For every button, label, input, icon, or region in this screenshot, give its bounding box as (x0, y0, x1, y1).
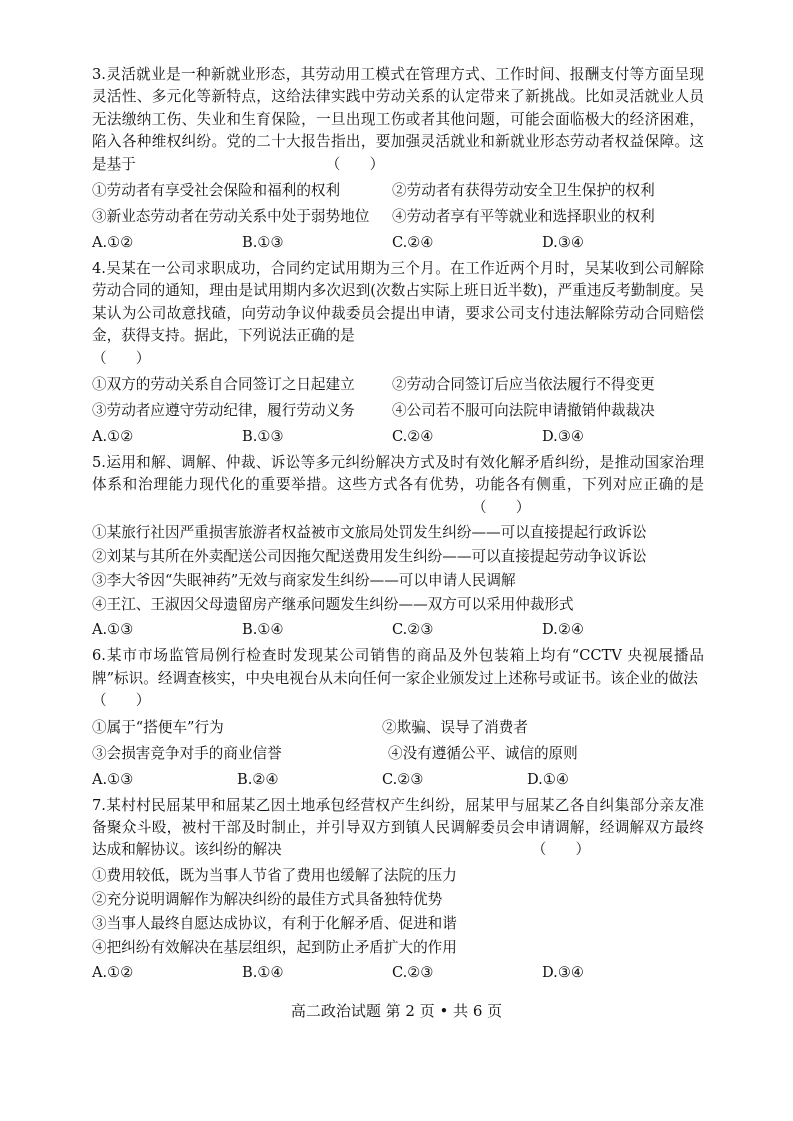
option-4: ④劳动者享有平等就业和选择职业的权利 (392, 208, 655, 226)
option-list (92, 521, 704, 617)
question-5 (92, 452, 704, 643)
question-3 (92, 64, 704, 256)
choice-a: A.①② (92, 963, 134, 981)
choice-b: B.①③ (242, 428, 284, 446)
choice-c: C.②③ (392, 621, 434, 639)
stem-text: 5.运用和解、调解、仲裁、诉讼等多元纠纷解决方式及时有效化解矛盾纠纷，是推动国家治理体系和治理能力现代化的重要举措。这些方式各有优势，功能各有侧重，下列对应正确的是 (92, 454, 704, 494)
option-2: ②刘某与其所在外卖配送公司因拖欠配送费用发生纠纷——可以直接提起劳动争议诉讼 (92, 548, 647, 566)
stem-text: 7.某村村民屈某甲和屈某乙因土地承包经营权产生纠纷，屈某甲与屈某乙各自纠集部分亲友准备聚众斗殴，被村干部及时制止，并引导双方到镇人民调解委员会申请调解，经调解双方最终达成和解协议。该纠纷的解决 (92, 796, 704, 859)
choice-d: D.②④ (542, 621, 584, 639)
question-6 (92, 645, 704, 792)
option-4: ④公司若不服可向法院申请撤销仲裁裁决 (392, 402, 655, 420)
option-2: ②劳动合同签订后应当依法履行不得变更 (392, 376, 655, 394)
choice-c: C.②④ (392, 428, 434, 446)
exam-content (92, 64, 704, 988)
option-2: ②欺骗、误导了消费者 (382, 718, 528, 736)
answer-bracket: （ ） (92, 349, 151, 367)
option-row (92, 178, 704, 204)
question-7 (92, 795, 704, 986)
choice-a: A.①③ (92, 770, 134, 788)
option-row (92, 372, 704, 398)
option-row (92, 398, 704, 424)
option-row (92, 741, 704, 767)
choice-c: C.②④ (392, 234, 434, 252)
option-3: ③会损害竞争对手的商业信誉 (92, 744, 282, 762)
question-stem (92, 258, 704, 348)
question-4 (92, 258, 704, 450)
question-stem (92, 452, 704, 519)
option-2: ②充分说明调解作为解决纠纷的最佳方式具备独特优势 (92, 890, 443, 908)
answer-choices (92, 767, 704, 793)
choice-b: B.①④ (242, 621, 284, 639)
choice-b: B.①④ (242, 963, 284, 981)
option-1: ①属于“搭便车”行为 (92, 718, 224, 736)
answer-bracket: （ ） (92, 692, 151, 710)
option-row (92, 204, 704, 230)
answer-bracket: （ ） (531, 841, 591, 859)
option-row (92, 715, 704, 741)
answer-choices (92, 230, 704, 256)
option-3: ③新业态劳动者在劳动关系中处于弱势地位 (92, 208, 370, 226)
answer-choices (92, 617, 704, 643)
choice-b: B.②④ (237, 770, 279, 788)
choice-a: A.①② (92, 428, 134, 446)
option-3: ③劳动者应遵守劳动纪律，履行劳动义务 (92, 402, 355, 420)
question-stem (92, 64, 704, 176)
option-1: ①劳动者有享受社会保险和福利的权利 (92, 182, 341, 200)
option-1: ①费用较低，既为当事人节省了费用也缓解了法院的压力 (92, 866, 457, 884)
question-stem (92, 645, 704, 690)
answer-bracket: （ ） (325, 155, 385, 173)
option-4: ④没有遵循公平、诚信的原则 (388, 744, 578, 762)
option-list (92, 715, 704, 767)
option-1: ①某旅行社因严重损害旅游者权益被市文旅局处罚发生纠纷——可以直接提起行政诉讼 (92, 524, 647, 542)
option-list (92, 178, 704, 230)
choice-d: D.①④ (527, 770, 569, 788)
stem-text: 6.某市市场监管局例行检查时发现某公司销售的商品及外包装箱上均有“CCTV 央视展播品牌”标识。经调查核实，中央电视台从未向任何一家企业颁发过上述称号或证书。该企业的做法 (92, 647, 704, 687)
choice-b: B.①③ (242, 234, 284, 252)
choice-d: D.③④ (542, 234, 584, 252)
option-3: ③李大爷因“失眠神药”无效与商家发生纠纷——可以申请人民调解 (92, 572, 516, 590)
option-4: ④把纠纷有效解决在基层组织，起到防止矛盾扩大的作用 (92, 938, 457, 956)
option-2: ②劳动者有获得劳动安全卫生保护的权利 (392, 182, 655, 200)
choice-a: A.①② (92, 234, 134, 252)
answer-choices (92, 960, 704, 986)
option-4: ④王江、王淑因父母遗留房产继承问题发生纠纷——双方可以采用仲裁形式 (92, 596, 574, 614)
option-1: ①双方的劳动关系自合同签订之日起建立 (92, 376, 355, 394)
choice-c: C.②③ (382, 770, 424, 788)
choice-d: D.③④ (542, 428, 584, 446)
option-list (92, 864, 704, 960)
answer-bracket: （ ） (472, 498, 531, 516)
stem-text: 4.吴某在一公司求职成功，合同约定试用期为三个月。在工作近两个月时，吴某收到公司解除劳动合同的通知，理由是试用期内多次迟到(次数占实际上班日近半数)，严重违反考勤制度。吴某认为公司故意找碴，向劳动争议仲裁委员会提出申请，要求公司支付违法解除劳动合同赔偿金，获得支持。据此，下列说法正确的是 (92, 260, 704, 345)
stem-text: 3.灵活就业是一种新就业形态，其劳动用工模式在管理方式、工作时间、报酬支付等方面呈现灵活性、多元化等新特点，这给法律实践中劳动关系的认定带来了新挑战。比如灵活就业人员无法缴纳工伤、失业和生育保险，一旦出现工伤或者其他问题，可能会面临极大的经济困难，陷入各种维权纠纷。党的二十大报告指出，要加强灵活就业和新就业形态劳动者权益保障。这是基于 (92, 66, 704, 173)
choice-d: D.③④ (542, 963, 584, 981)
option-list (92, 372, 704, 424)
choice-c: C.②③ (392, 963, 434, 981)
option-3: ③当事人最终自愿达成协议，有利于化解矛盾、促进和谐 (92, 914, 457, 932)
choice-a: A.①③ (92, 621, 134, 639)
page-footer: 高二政治试题 第 2 页 • 共 6 页 (290, 1002, 503, 1020)
answer-choices (92, 424, 704, 450)
question-stem (92, 795, 704, 862)
